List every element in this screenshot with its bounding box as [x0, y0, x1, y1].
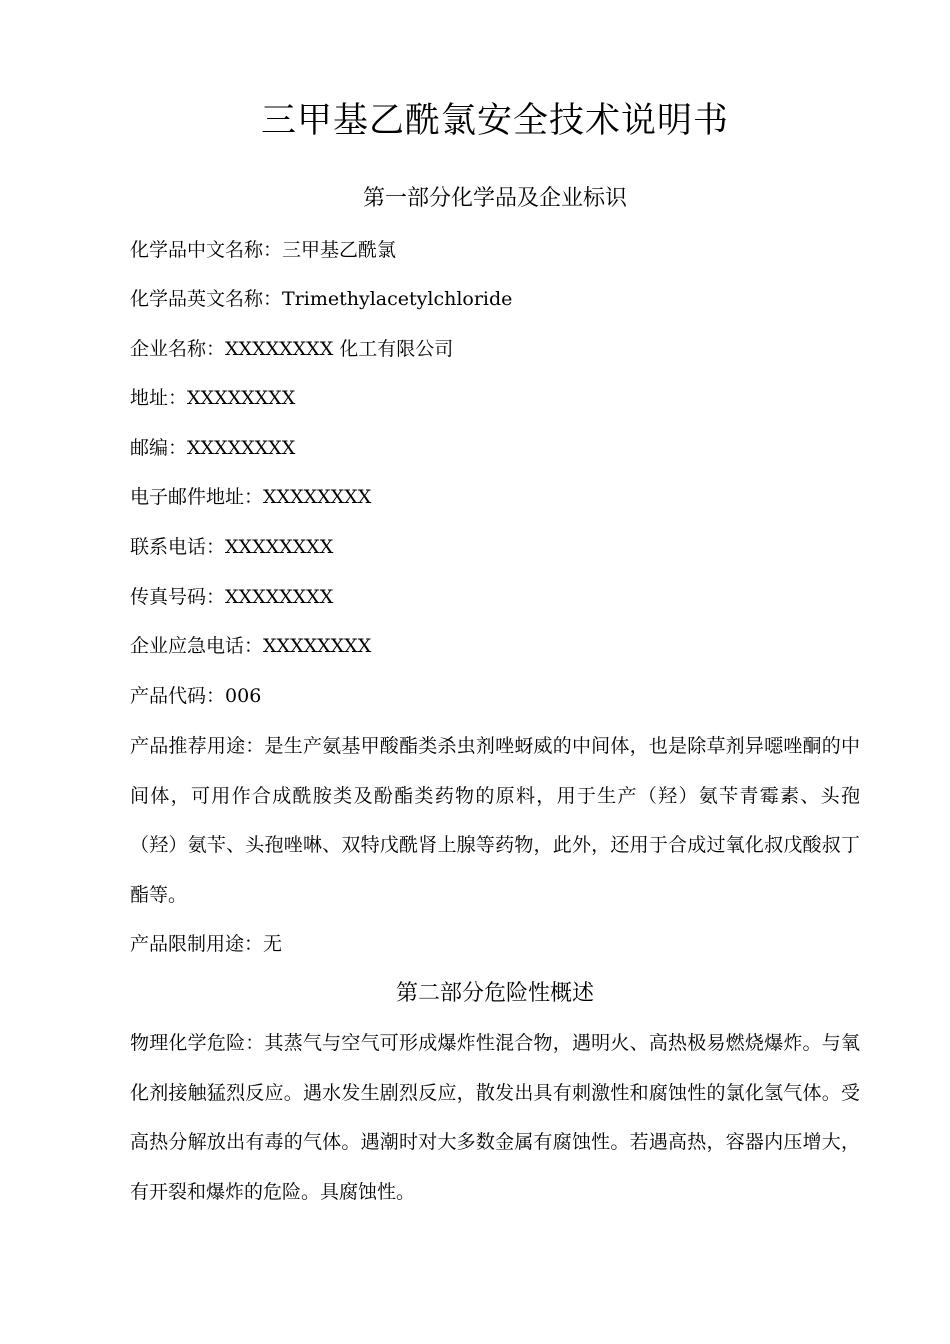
field-value: XXXXXXXX [225, 586, 334, 608]
field-label: 产品代码： [130, 685, 226, 707]
field-value: 其蒸气与空气可形成爆炸性混合物，遇明火、高热极易燃烧爆炸。与氧化剂接触猛烈反应。遇水发生剧烈反应，散发出具有刺激性和腐蚀性的氯化氢气体。受高热分解放出有毒的气体。遇潮时对大多数金属有腐蚀性。若遇高热，容器内压增大，有开裂和爆炸的危险。具腐蚀性。 [130, 1032, 860, 1203]
field-value: XXXXXXXX [187, 437, 296, 459]
field-value: XXXXXXXX [225, 536, 334, 558]
field-value: XXXXXXXX 化工有限公司 [225, 338, 454, 360]
field-company-name [130, 334, 870, 364]
field-label: 产品推荐用途： [130, 735, 265, 757]
field-label: 物理化学危险： [130, 1032, 265, 1054]
recommended-use-paragraph [130, 722, 860, 920]
field-value: 三甲基乙酰氯 [282, 239, 397, 261]
field-postcode [130, 433, 870, 463]
field-value: 无 [263, 933, 283, 955]
field-label: 联系电话： [130, 536, 226, 558]
field-value: XXXXXXXX [263, 486, 372, 508]
field-chinese-name [130, 235, 870, 265]
field-label: 化学品中文名称： [130, 239, 283, 261]
field-label: 企业应急电话： [130, 635, 264, 657]
document-title: 三甲基乙酰氯安全技术说明书 [260, 101, 729, 141]
field-value: XXXXXXXX [263, 635, 372, 657]
field-value: Trimethylacetylchloride [282, 288, 513, 310]
field-emergency-phone [130, 631, 870, 661]
field-restricted-use [130, 929, 870, 959]
field-label: 化学品英文名称： [130, 288, 283, 310]
field-email [130, 482, 870, 512]
field-label: 传真号码： [130, 586, 226, 608]
physical-chemical-hazard-paragraph [130, 1019, 860, 1217]
field-label: 邮编： [130, 437, 188, 459]
field-product-code [130, 681, 870, 711]
field-label: 电子邮件地址： [130, 486, 264, 508]
field-address [130, 383, 870, 413]
field-label: 产品限制用途： [130, 933, 264, 955]
field-value: 006 [225, 685, 262, 707]
field-value: 是生产氨基甲酸酯类杀虫剂唑蚜威的中间体，也是除草剂异噁唑酮的中间体，可用作合成酰胺类及酚酯类药物的原料，用于生产（羟）氨苄青霉素、头孢（羟）氨苄、头孢唑啉、双特戊酰肾上腺等药物，此外，还用于合成过氧化叔戊酸叔丁酯等。 [130, 735, 860, 906]
section-2-heading: 第二部分危险性概述 [395, 981, 594, 1006]
section-1-heading: 第一部分化学品及企业标识 [362, 186, 627, 211]
field-label: 地址： [130, 387, 188, 409]
field-label: 企业名称： [130, 338, 226, 360]
field-phone [130, 532, 870, 562]
field-value: XXXXXXXX [187, 387, 296, 409]
field-fax [130, 582, 870, 612]
field-english-name [130, 284, 870, 314]
